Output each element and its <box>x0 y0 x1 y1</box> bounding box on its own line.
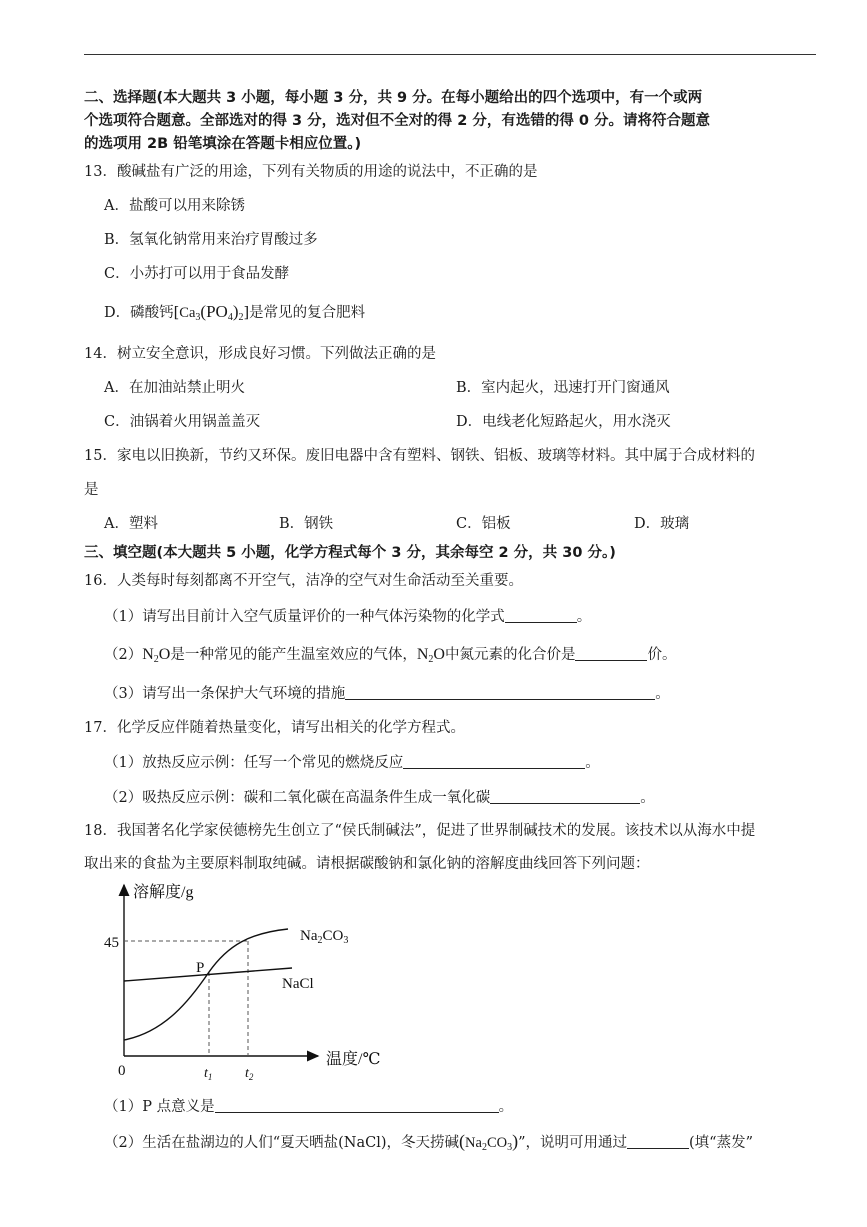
section2-heading-line2: 个选项符合题意。全部选对的得 3 分，选对但不全对的得 2 分，有选错的得 0 分。请将符合题意 <box>84 113 711 129</box>
series-na2co3-label: $Na_2CO_3$ <box>300 928 349 946</box>
q18-stem-line1: 18．我国著名化学家侯德榜先生创立了“侯氏制碱法”，促进了世界制碱技术的发展。该技术以从海水中提 <box>84 823 756 839</box>
q15-option-b: B．钢铁 <box>279 516 334 532</box>
q14-option-b: B．室内起火，迅速打开门窗通风 <box>456 380 670 396</box>
q14-option-d: D．电线老化短路起火，用水浇灭 <box>456 414 671 430</box>
q13-option-a: A．盐酸可以用来除锈 <box>104 198 245 214</box>
answer-blank[interactable] <box>215 1098 499 1113</box>
q16-part1: （1）请写出目前计入空气质量评价的一种气体污染物的化学式 。 <box>104 609 592 625</box>
q15-stem-line2: 是 <box>84 482 99 498</box>
answer-blank[interactable] <box>627 1134 689 1149</box>
section2-heading-line3: 的选项用 2B 铅笔填涂在答题卡相应位置。) <box>84 136 362 152</box>
series-nacl-line <box>124 968 292 981</box>
q15-stem-line1: 15．家电以旧换新，节约又环保。废旧电器中含有塑料、钢铁、铝板、玻璃等材料。其中属于合成材料的 <box>84 448 755 464</box>
x-tick-t1: $t_1$ <box>204 1066 213 1082</box>
q17-part2: （2）吸热反应示例：碳和二氧化碳在高温条件生成一氧化碳 。 <box>104 790 655 806</box>
q13-option-d-suffix: ]是常见的复合肥料 <box>243 305 366 321</box>
point-p-label: P <box>196 960 205 976</box>
origin-label: 0 <box>118 1063 126 1079</box>
q13-stem: 13．酸碱盐有广泛的用途，下列有关物质的用途的说法中，不正确的是 <box>84 164 538 180</box>
x-tick-t2: $t_2$ <box>245 1066 254 1082</box>
q17-stem: 17．化学反应伴随着热量变化，请写出相关的化学方程式。 <box>84 720 465 736</box>
calcium-phosphate-formula: $Ca_3(PO_4)_2$ <box>179 302 244 323</box>
q14-option-c: C．油锅着火用锅盖盖灭 <box>104 414 261 430</box>
q13-option-d-prefix: D．磷酸钙[ <box>104 305 180 321</box>
q17-part1: （1）放热反应示例：任写一个常见的燃烧反应 。 <box>104 755 600 771</box>
q14-stem: 14．树立安全意识，形成良好习惯。下列做法正确的是 <box>84 346 436 362</box>
q16-stem: 16．人类每时每刻都离不开空气，洁净的空气对生命活动至关重要。 <box>84 573 523 589</box>
x-axis-label: 温度/℃ <box>326 1051 381 1068</box>
n2o-formula: $N_2O$ <box>142 646 171 665</box>
q15-option-c: C．铝板 <box>456 516 511 532</box>
q16-part3: （3）请写出一条保护大气环境的措施 。 <box>104 686 670 702</box>
y-axis-label: 溶解度/g <box>133 884 194 901</box>
q18-stem-line2: 取出来的食盐为主要原料制取纯碱。请根据碳酸钠和氯化钠的溶解度曲线回答下列问题： <box>84 856 650 872</box>
y-tick-label: 45 <box>104 935 119 951</box>
q13-option-b: B．氢氧化钠常用来治疗胃酸过多 <box>104 232 318 248</box>
series-nacl-label: NaCl <box>282 976 314 992</box>
q15-option-a: A．塑料 <box>104 516 158 532</box>
section2-heading-line1: 二、选择题(本大题共 3 小题，每小题 3 分，共 9 分。在每小题给出的四个选项中，有一个或两 <box>84 90 703 106</box>
na2co3-formula: $(Na_2CO_3)$ <box>459 1131 519 1153</box>
q18-part1: （1）P 点意义是 。 <box>104 1099 514 1115</box>
q16-part2: $(2)N_2O$是一种常见的能产生温室效应的气体，$N_2O$中氮元素的化合价是 价。 <box>104 646 677 665</box>
q14-option-a: A．在加油站禁止明火 <box>104 380 245 396</box>
section3-heading: 三、填空题(本大题共 5 小题，化学方程式每个 3 分，其余每空 2 分，共 30 分。) <box>84 545 616 561</box>
q13-option-c: C．小苏打可以用于食品发酵 <box>104 266 290 282</box>
series-na2co3-curve <box>124 929 288 1040</box>
n2o-formula-2: $N_2O$ <box>416 646 445 665</box>
q18-part2: （2）生活在盐湖边的人们“夏天晒盐(NaCl)，冬天捞碱$(Na_2CO_3)$”，说明可用通过 (填“蒸发” <box>104 1131 753 1153</box>
q15-option-d: D．玻璃 <box>634 516 690 532</box>
